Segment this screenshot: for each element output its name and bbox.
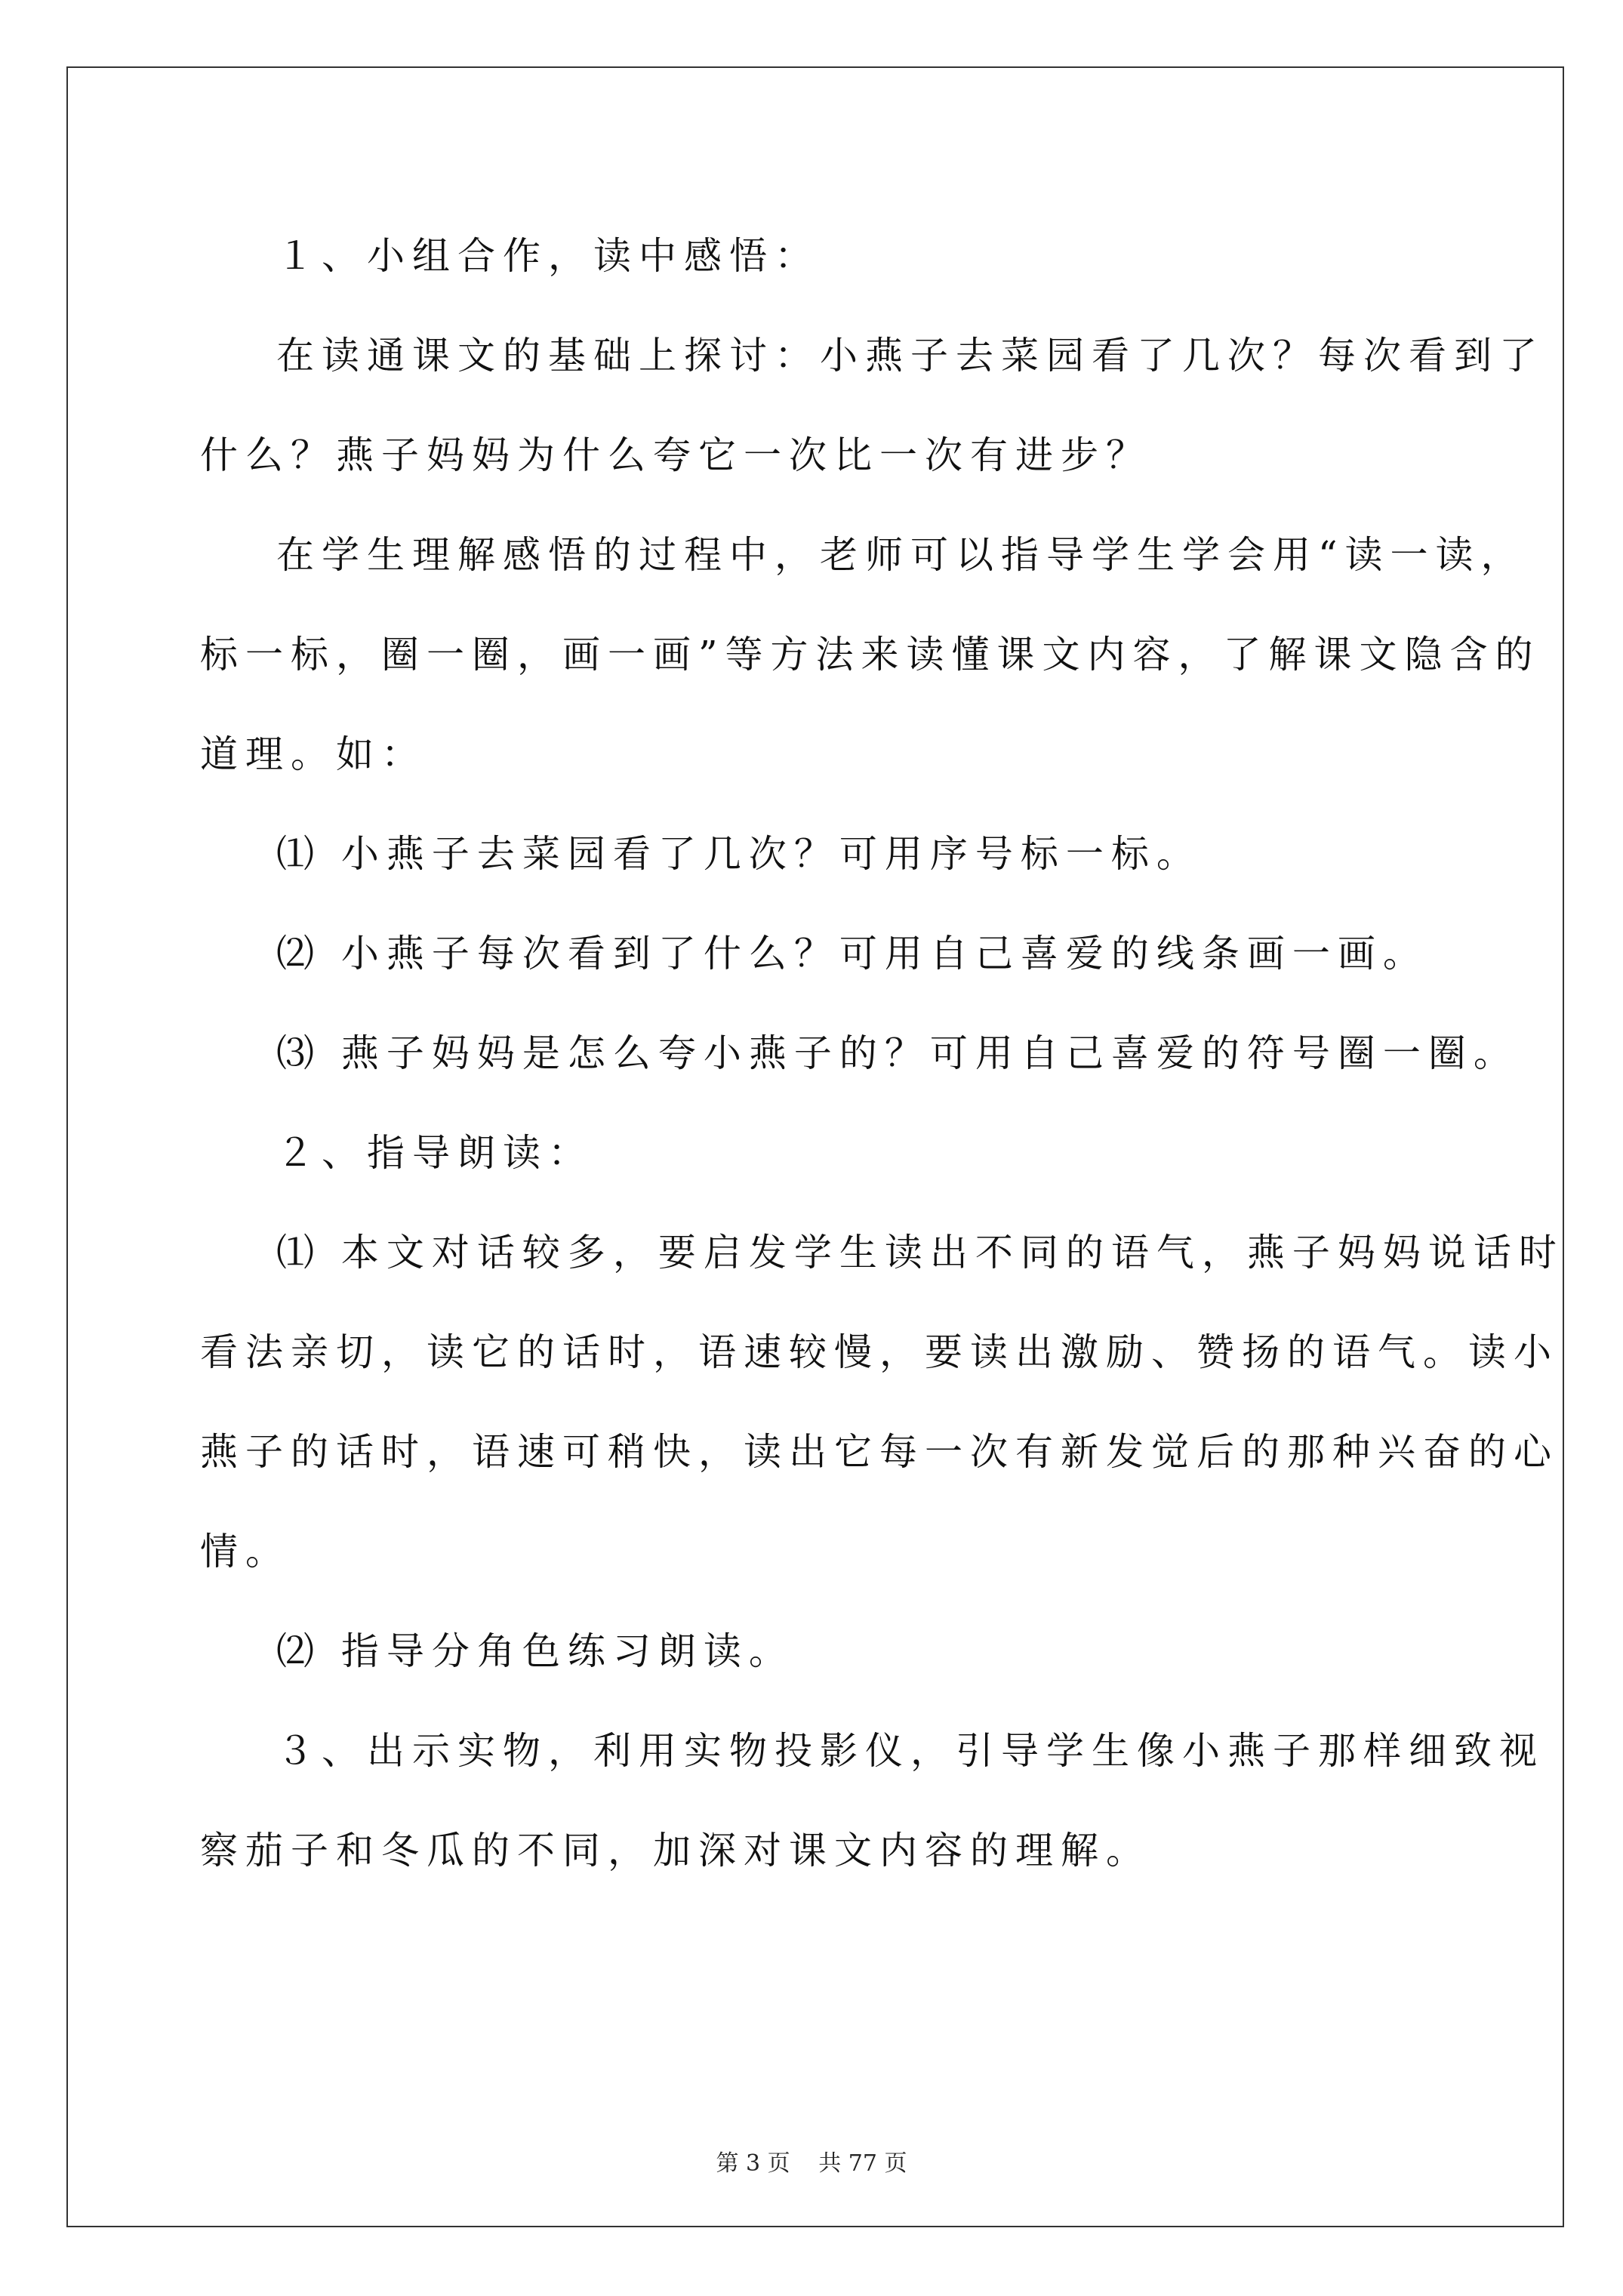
text-line-13: 燕子的话时，语速可稍快，读出它每一次有新发觉后的那种兴奋的心 (200, 1430, 1559, 1474)
text-line-11: ⑴ 本文对话较多，要启发学生读出不同的语气，燕子妈妈说话时 (276, 1231, 1564, 1274)
text-line-15: ⑵ 指导分角色练习朗读。 (276, 1629, 794, 1673)
text-line-6: 道理。如： (200, 732, 427, 776)
text-line-1: １、小组合作，读中感悟： (276, 234, 820, 278)
page-number: 第 3 页 (716, 2150, 790, 2177)
text-line-7: ⑴ 小燕子去菜园看了几次？可用序号标一标。 (276, 832, 1202, 876)
text-line-3: 什么？燕子妈妈为什么夸它一次比一次有进步？ (200, 433, 1151, 477)
text-line-17: 察茄子和冬瓜的不同，加深对课文内容的理解。 (200, 1829, 1151, 1872)
text-line-14: 情。 (200, 1530, 291, 1573)
text-line-8: ⑵ 小燕子每次看到了什么？可用自己喜爱的线条画一画。 (276, 932, 1428, 975)
text-line-2: 在读通课文的基础上探讨：小燕子去菜园看了几次？每次看到了 (276, 334, 1544, 378)
page-total: 共 77 页 (818, 2150, 907, 2177)
text-line-16: ３、出示实物，利用实物投影仪，引导学生像小燕子那样细致视 (276, 1729, 1544, 1773)
text-line-10: ２、指导朗读： (276, 1131, 593, 1175)
text-line-4: 在学生理解感悟的过程中，老师可以指导学生学会用“读一读， (276, 533, 1526, 577)
text-line-9: ⑶ 燕子妈妈是怎么夸小燕子的？可用自己喜爱的符号圈一圈。 (276, 1031, 1519, 1075)
text-line-5: 标一标，圈一圈，画一画”等方法来读懂课文内容，了解课文隐含的 (200, 633, 1541, 676)
page-footer (0, 2149, 1623, 2179)
text-line-12: 看法亲切，读它的话时，语速较慢，要读出激励、赞扬的语气。读小 (200, 1330, 1559, 1374)
